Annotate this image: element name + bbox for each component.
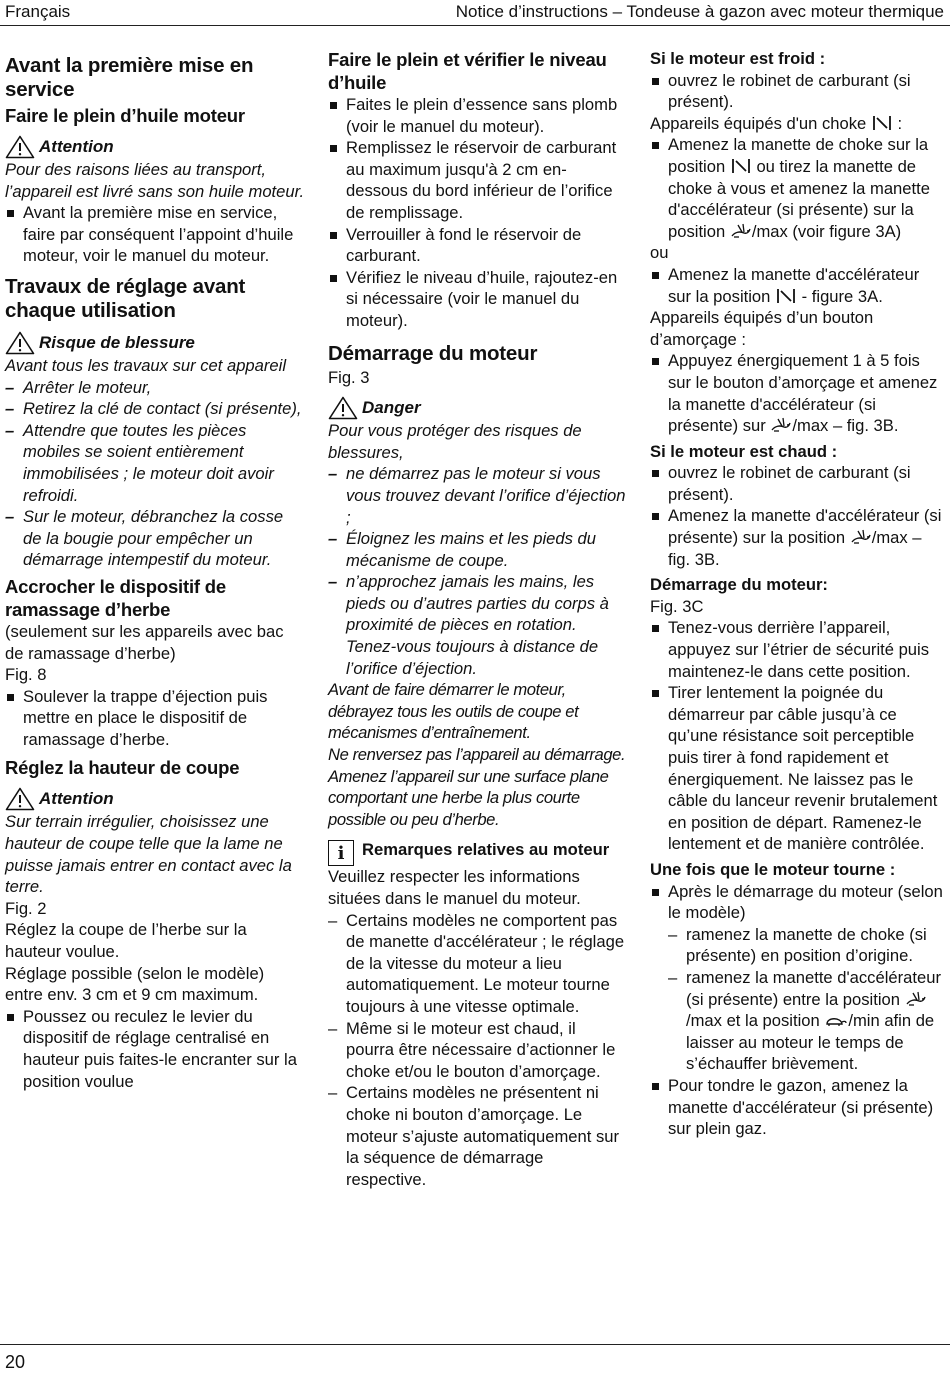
figure-ref: Fig. 3C (650, 596, 704, 616)
section-subtitle: Faire le plein d’huile moteur (5, 105, 245, 126)
list-item: Remplissez le réservoir de carburant au maximum jusqu'à 2 cm en-dessous du bord inférieur de l’orifice de remplissage. (328, 137, 628, 223)
hare-fast-icon (905, 991, 927, 1007)
list-item: – Sur le moteur, débranchez la cosse de la bougie pour empêcher un démarrage intempestif du moteur. (5, 506, 305, 571)
list-item: – Retirez la clé de contact (si présente), (5, 398, 305, 420)
warning-text: Pour vous protéger des risques de blessures, (328, 421, 582, 462)
paragraph: Veuillez respecter les informations situées dans le manuel du moteur. (328, 867, 581, 908)
section-title: Avant la première mise en service (5, 54, 254, 101)
bullet-list (650, 617, 946, 855)
choke-intro: Appareils équipés d'un choke (650, 113, 867, 133)
section-subtitle: Démarrage du moteur: (650, 575, 828, 595)
bullet-list (650, 264, 946, 307)
list-item: Vérifiez le niveau d’huile, rajoutez-en si nécessaire (voir le manuel du moteur). (328, 267, 628, 332)
hare-fast-icon (730, 223, 752, 239)
hare-fast-icon (770, 417, 792, 433)
list-item-text: Amenez la manette d'accélérateur (si présente) sur la position (668, 506, 942, 548)
section-subtitle: Réglez la hauteur de coupe (5, 757, 240, 779)
section-title: Travaux de réglage avant chaque utilisation (5, 274, 246, 322)
warning-text: Avant de faire démarrer le moteur, débrayez tous les outils de coupe et mécanismes d’entraînement. (328, 680, 579, 743)
bullet-list (650, 134, 946, 242)
warning-label: Risque de blessure (39, 332, 195, 352)
list-item (650, 350, 946, 436)
list-item-text: /max (voir figure 3A) (751, 221, 902, 241)
warning-text: Pour des raisons liées au transport, l’appareil est livré sans son huile moteur. (5, 160, 305, 201)
paragraph: Réglage possible (selon le modèle) entre env. 3 cm et 9 cm maximum. (5, 963, 265, 1005)
list-item-text: /max – fig. 3B. (668, 528, 922, 569)
paragraph: (seulement sur les appareils avec bac de ramassage d’herbe) (5, 621, 284, 663)
warning-label: Attention (39, 789, 114, 809)
figure-ref: Fig. 3 (328, 367, 370, 387)
section-subtitle: Si le moteur est chaud : (650, 441, 838, 461)
bullet-list (5, 686, 305, 751)
bullet-list (650, 881, 946, 1140)
note-heading (328, 840, 628, 866)
list-item-text: Amenez la manette d'accélérateur sur la position (668, 264, 920, 306)
warning-text: Ne renversez pas l’appareil au démarrage. Amenez l’appareil sur une surface plane comportant une herbe la plus courte possible ou peu d’herbe. (328, 745, 626, 829)
choke-symbol-icon (775, 288, 797, 304)
list-item (668, 967, 946, 1075)
list-item: Avant la première mise en service, faire par conséquent l’appoint d’huile moteur, voir le manuel du moteur. (5, 202, 305, 267)
hare-fast-icon (850, 529, 872, 545)
list-item (650, 505, 946, 570)
list-item: – ne démarrez pas le moteur si vous vous trouvez devant l’orifice d’éjection ; (328, 463, 628, 528)
paragraph: ou (650, 243, 669, 263)
column-left (5, 48, 305, 1092)
section-subtitle: Accrocher le dispositif de ramassage d’herbe (5, 575, 226, 620)
list-item: – Certains modèles ne comportent pas de manette d'accélérateur ; le réglage de la vitesse du moteur a lieu automatiquement. Le moteur tourne toujours à une vitesse optimale. (328, 910, 628, 1018)
list-item: Tirer lentement la poignée du démarreur par câble jusqu’à ce qu’une résistance soit perceptible puis tirer à fond rapidement et énergiquement. Ne laissez pas le câble du lanceur revenir brutalement en position de départ. Ramenez-le lentement et de manière contrôlée. (650, 682, 946, 855)
list-item: – Éloignez les mains et les pieds du mécanisme de coupe. (328, 528, 628, 571)
warning-triangle-icon (328, 396, 358, 420)
list-item-text: /max et la position (686, 1011, 820, 1031)
page-footer (0, 1344, 950, 1372)
list-item: – Attendre que toutes les pièces mobiles se soient entièrement immobilisées ; le moteur doit avoir refroidi. (5, 420, 305, 506)
list-item: – Certains modèles ne présentent ni choke ni bouton d’amorçage. Le moteur s’ajuste automatiquement sur la séquence de démarrage respective. (328, 1082, 628, 1190)
figure-ref: Fig. 2 (5, 898, 47, 918)
column-right (650, 48, 946, 1140)
section-title: Démarrage du moteur (328, 341, 538, 365)
warning-heading (5, 135, 305, 159)
list-item-text: Amenez la manette de choke sur la position (668, 135, 929, 176)
warning-text: Avant tous les travaux sur cet appareil (5, 355, 287, 375)
list-item: Tenez-vous derrière l’appareil, appuyez sur l’étrier de sécurité puis maintenez-le dans cette position. (650, 617, 946, 682)
warning-label: Attention (39, 137, 114, 156)
bullet-list (650, 70, 946, 113)
list-item: Pour tondre le gazon, amenez la manette d'accélérateur (si présente) sur plein gaz. (650, 1075, 946, 1140)
bullet-list (5, 202, 305, 267)
page-number: 20 (5, 1352, 26, 1372)
section-subtitle: Faire le plein et vérifier le niveau d’huile (328, 49, 607, 93)
header-language: Français (5, 2, 71, 21)
dash-list (328, 463, 628, 679)
list-item: Soulever la trappe d’éjection puis mettre en place le dispositif de ramassage d’herbe. (5, 686, 305, 751)
section-subtitle: Une fois que le moteur tourne : (650, 859, 896, 879)
list-item: – n’approchez jamais les mains, les pieds ou d’autres parties du corps à proximité de pièces en rotation. Tenez-vous toujours à distance de l’orifice d’éjection. (328, 571, 628, 679)
paragraph: Réglez la coupe de l’herbe sur la hauteur voulue. (5, 920, 247, 962)
list-item-text: /max – fig. 3B. (792, 416, 899, 436)
list-item-text: /min afin de laisser au moteur le temps de s’échauffer brièvement. (686, 1011, 935, 1074)
warning-heading (5, 331, 305, 355)
list-item: – ramenez la manette de choke (si présente) en position d’origine. (668, 924, 946, 967)
tortoise-slow-icon (824, 1012, 848, 1028)
warning-triangle-icon (5, 787, 35, 811)
list-item: – Arrêter le moteur, (5, 377, 305, 399)
bullet-list (650, 462, 946, 570)
list-item: Verrouiller à fond le réservoir de carburant. (328, 224, 628, 267)
paragraph: Appareils équipés d'un choke : (650, 113, 903, 133)
note-label: Remarques relatives au moteur (362, 840, 610, 860)
column-middle (328, 48, 628, 1190)
info-box-icon: i (328, 840, 354, 866)
list-item: Faites le plein d’essence sans plomb (voir le manuel du moteur). (328, 94, 628, 137)
dash-list (5, 377, 305, 571)
page-header (0, 0, 950, 26)
list-item-text: ramenez la manette d'accélérateur (si présente) entre la position (686, 967, 941, 1009)
choke-symbol-icon (730, 158, 752, 174)
warning-text: Sur terrain irrégulier, choisissez une hauteur de coupe telle que la lame ne puisse jamais entrer en contact avec la terre. (5, 812, 292, 897)
warning-heading (328, 396, 628, 420)
list-item (650, 264, 946, 307)
warning-triangle-icon (5, 135, 35, 159)
list-item (650, 881, 946, 1075)
list-item: – Même si le moteur est chaud, il pourra être nécessaire d’actionner le choke et/ou le bouton d’amorçage. (328, 1018, 628, 1083)
bullet-list (328, 94, 628, 332)
choke-symbol-icon (871, 115, 893, 131)
list-item: Poussez ou reculez le levier du dispositif de réglage centralisé en hauteur puis faites-le encranter sur la position voulue (5, 1006, 305, 1092)
section-subtitle: Si le moteur est froid : (650, 49, 826, 68)
paragraph: Appareils équipés d’un bouton d’amorçage : (650, 308, 874, 349)
figure-ref: Fig. 8 (5, 665, 47, 685)
list-item-text: - figure 3A. (801, 286, 883, 306)
dash-list (328, 910, 628, 1191)
dash-list (668, 924, 946, 1075)
list-item: ouvrez le robinet de carburant (si présent). (650, 70, 946, 113)
list-item: ouvrez le robinet de carburant (si présent). (650, 462, 946, 505)
warning-heading (5, 787, 305, 811)
warning-label: Danger (362, 398, 421, 418)
header-title: Notice d’instructions – Tondeuse à gazon avec moteur thermique (455, 2, 944, 21)
list-item-text: Après le démarrage du moteur (selon le modèle) (668, 881, 943, 923)
warning-triangle-icon (5, 331, 35, 355)
list-item-text: ou tirez la manette de choke à vous et amenez la manette d'accélérateur (si présente) sur la position (668, 156, 930, 241)
bullet-list (5, 1006, 305, 1092)
list-item-text: Appuyez énergiquement 1 à 5 fois sur le bouton d’amorçage et amenez la manette d'accélérateur (si présente) sur (668, 351, 938, 436)
bullet-list (650, 350, 946, 436)
list-item (650, 134, 946, 242)
